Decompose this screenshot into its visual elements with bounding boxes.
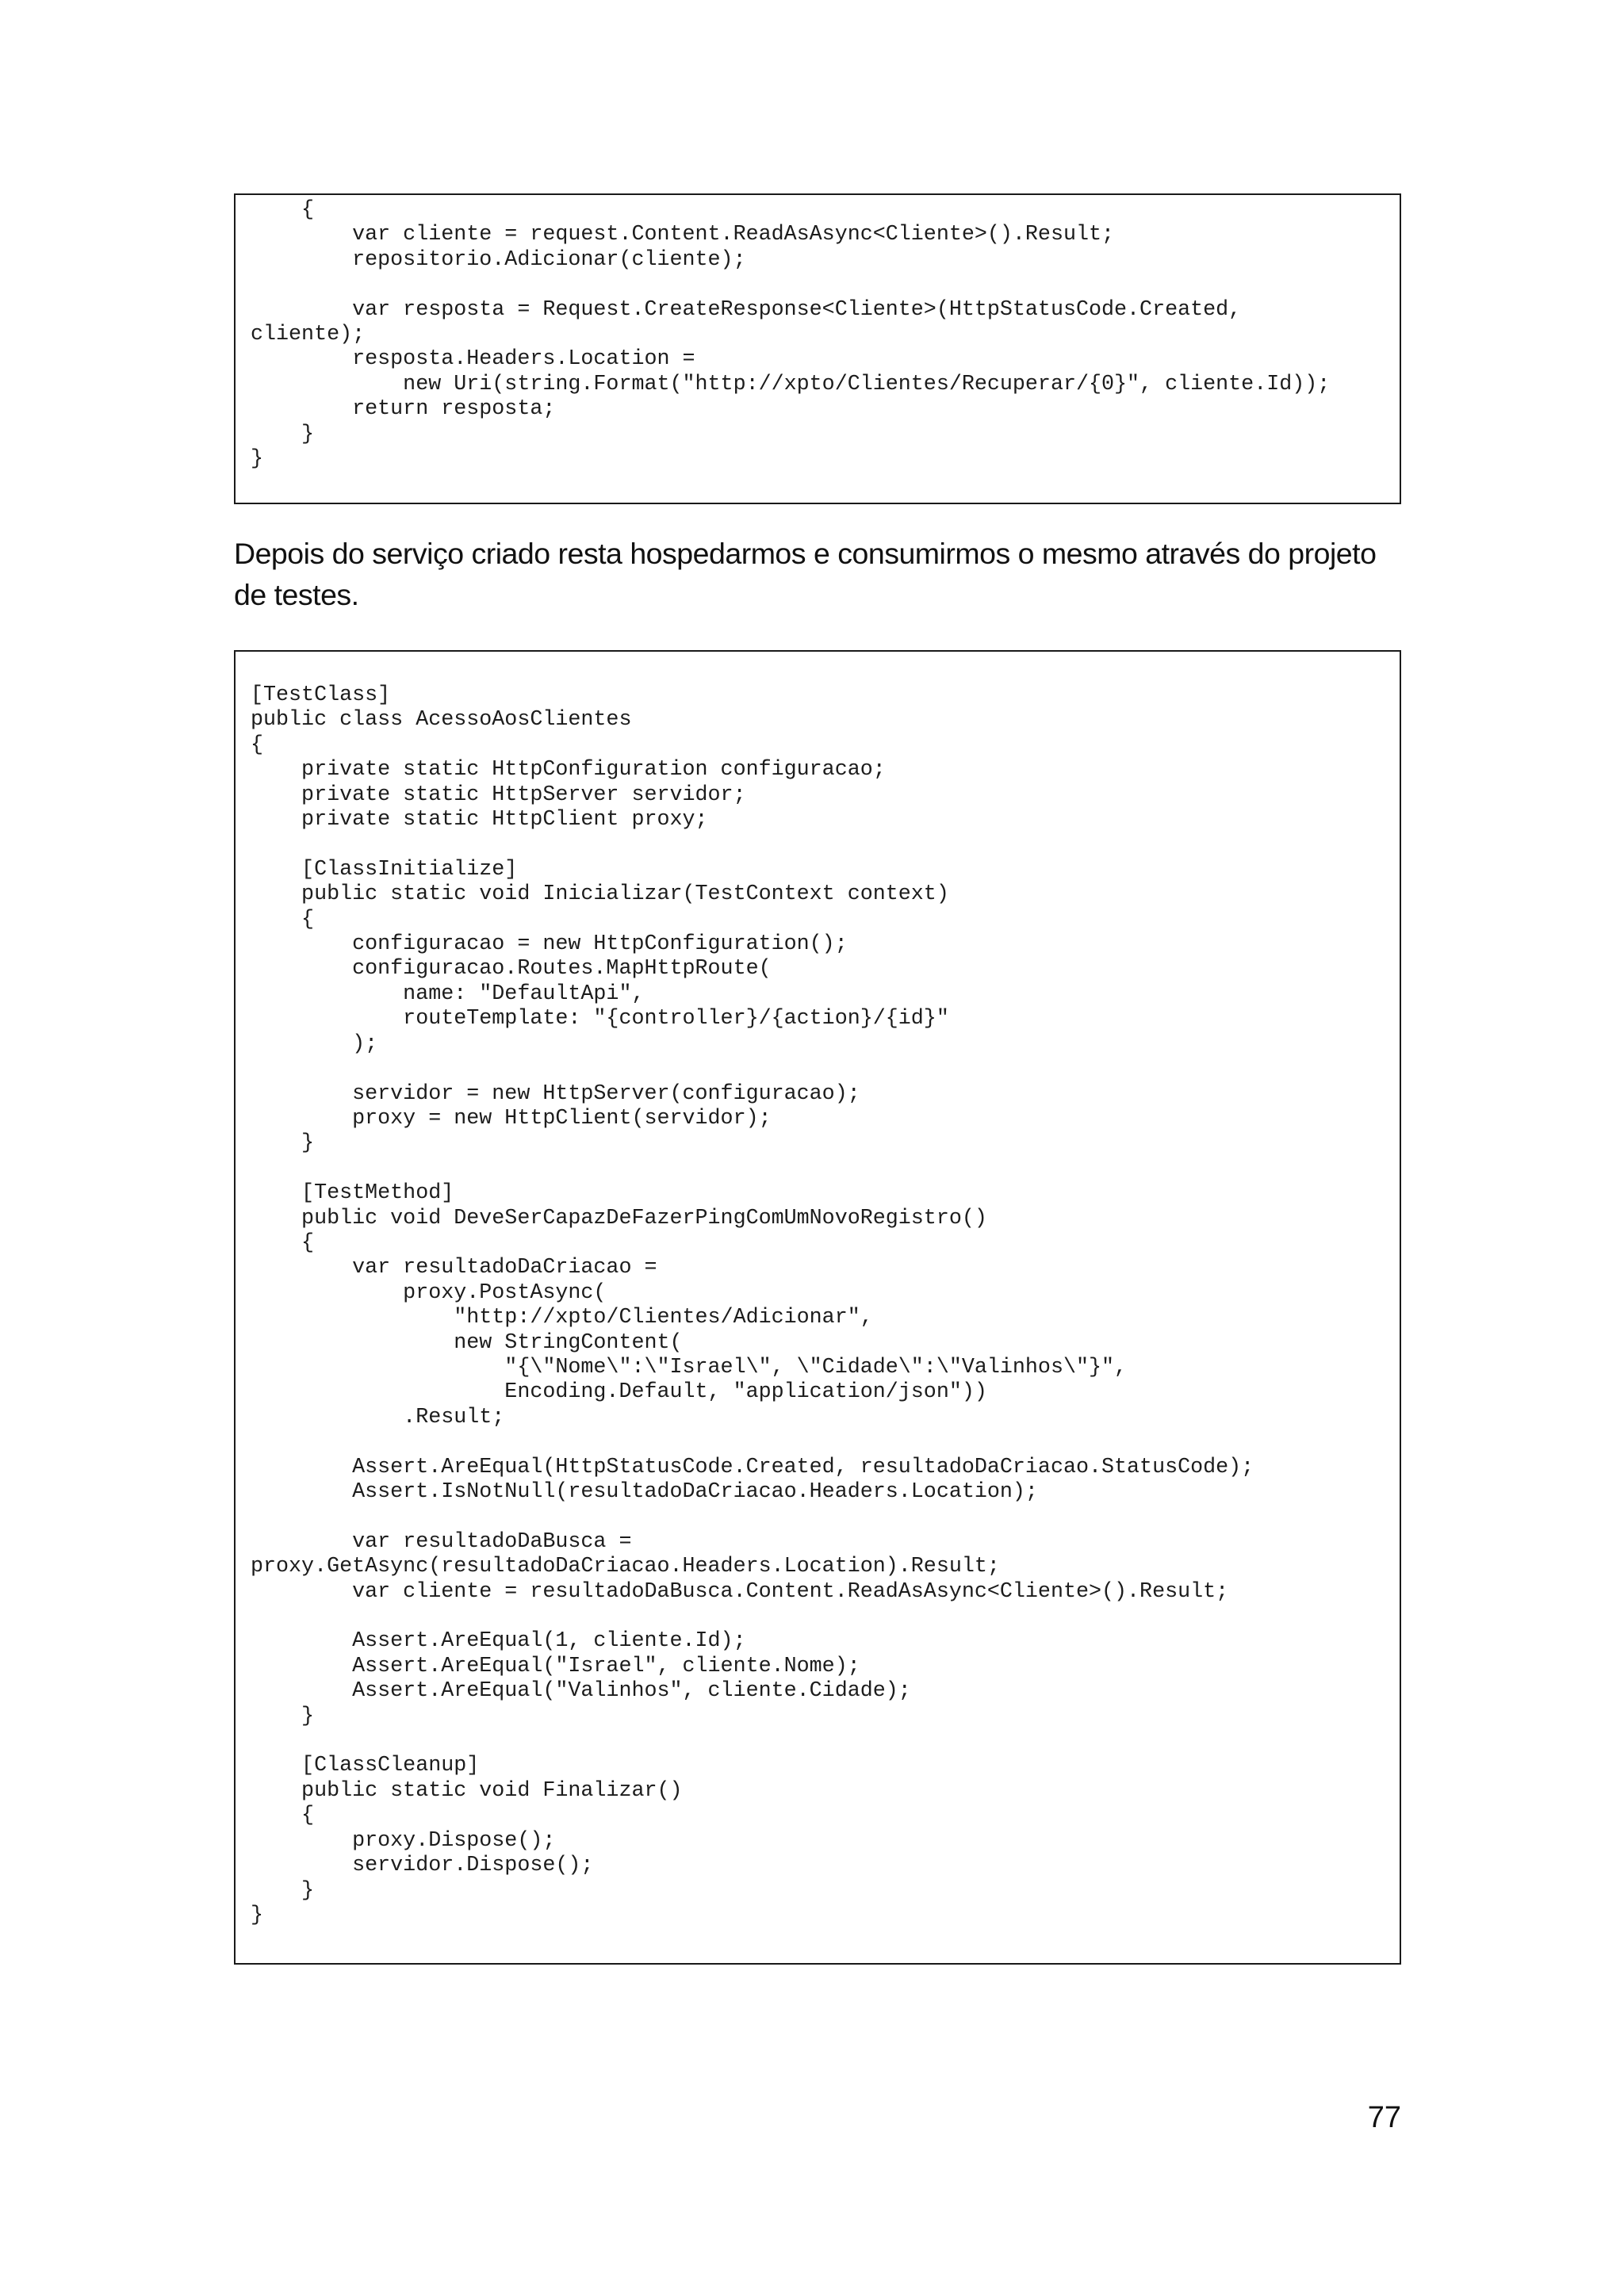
code-block-1	[234, 193, 1401, 504]
code-block-2-text: [TestClass] public class AcessoAosClientes { private static HttpConfiguration configuracao; private static HttpServer servidor; private static HttpClient proxy; [ClassInitialize] public static void Inicializar(TestContext context) { configuracao = new HttpConfiguration(); configuracao.Routes.MapHttpRoute( name: "DefaultApi", routeTemplate: "{controller}/{action}/{id}" ); servidor = new HttpServer(configuracao); proxy = new HttpClient(servidor); } [TestMethod] public void DeveSerCapazDeFazerPingComUmNovoRegistro() { var resultadoDaCriacao = proxy.PostAsync( "http://xpto/Clientes/Adicionar", new StringContent( "{\"Nome\":\"Israel\", \"Cidade\":\"Valinhos\"}", Encoding.Default, "application/json")) .Result; Assert.AreEqual(HttpStatusCode.Created, resultadoDaCriacao.StatusCode); Assert.IsNotNull(resultadoDaCriacao.Headers.Location); var resultadoDaBusca = proxy.GetAsync(resultadoDaCriacao.Headers.Location).Result; var cliente = resultadoDaBusca.Content.ReadAsAsync<Cliente>().Result; Assert.AreEqual(1, cliente.Id); Assert.AreEqual("Israel", cliente.Nome); Assert.AreEqual("Valinhos", cliente.Cidade); } [ClassCleanup] public static void Finalizar() { proxy.Dispose(); servidor.Dispose(); } }	[251, 683, 1254, 1927]
code-block-1-text: { var cliente = request.Content.ReadAsAsync<Cliente>().Result; repositorio.Adicionar(cliente); var resposta = Request.CreateResponse<Cliente>(HttpStatusCode.Created, cliente); resposta.Headers.Location = new Uri(string.Format("http://xpto/Clientes/Recuperar/{0}", cliente.Id)); return resposta; } }	[251, 198, 1331, 472]
page-number: 77	[1367, 2101, 1401, 2134]
body-paragraph: Depois do serviço criado resta hospedarmos e consumirmos o mesmo através do projeto de testes.	[234, 537, 1377, 611]
code-block-2	[234, 650, 1401, 1965]
